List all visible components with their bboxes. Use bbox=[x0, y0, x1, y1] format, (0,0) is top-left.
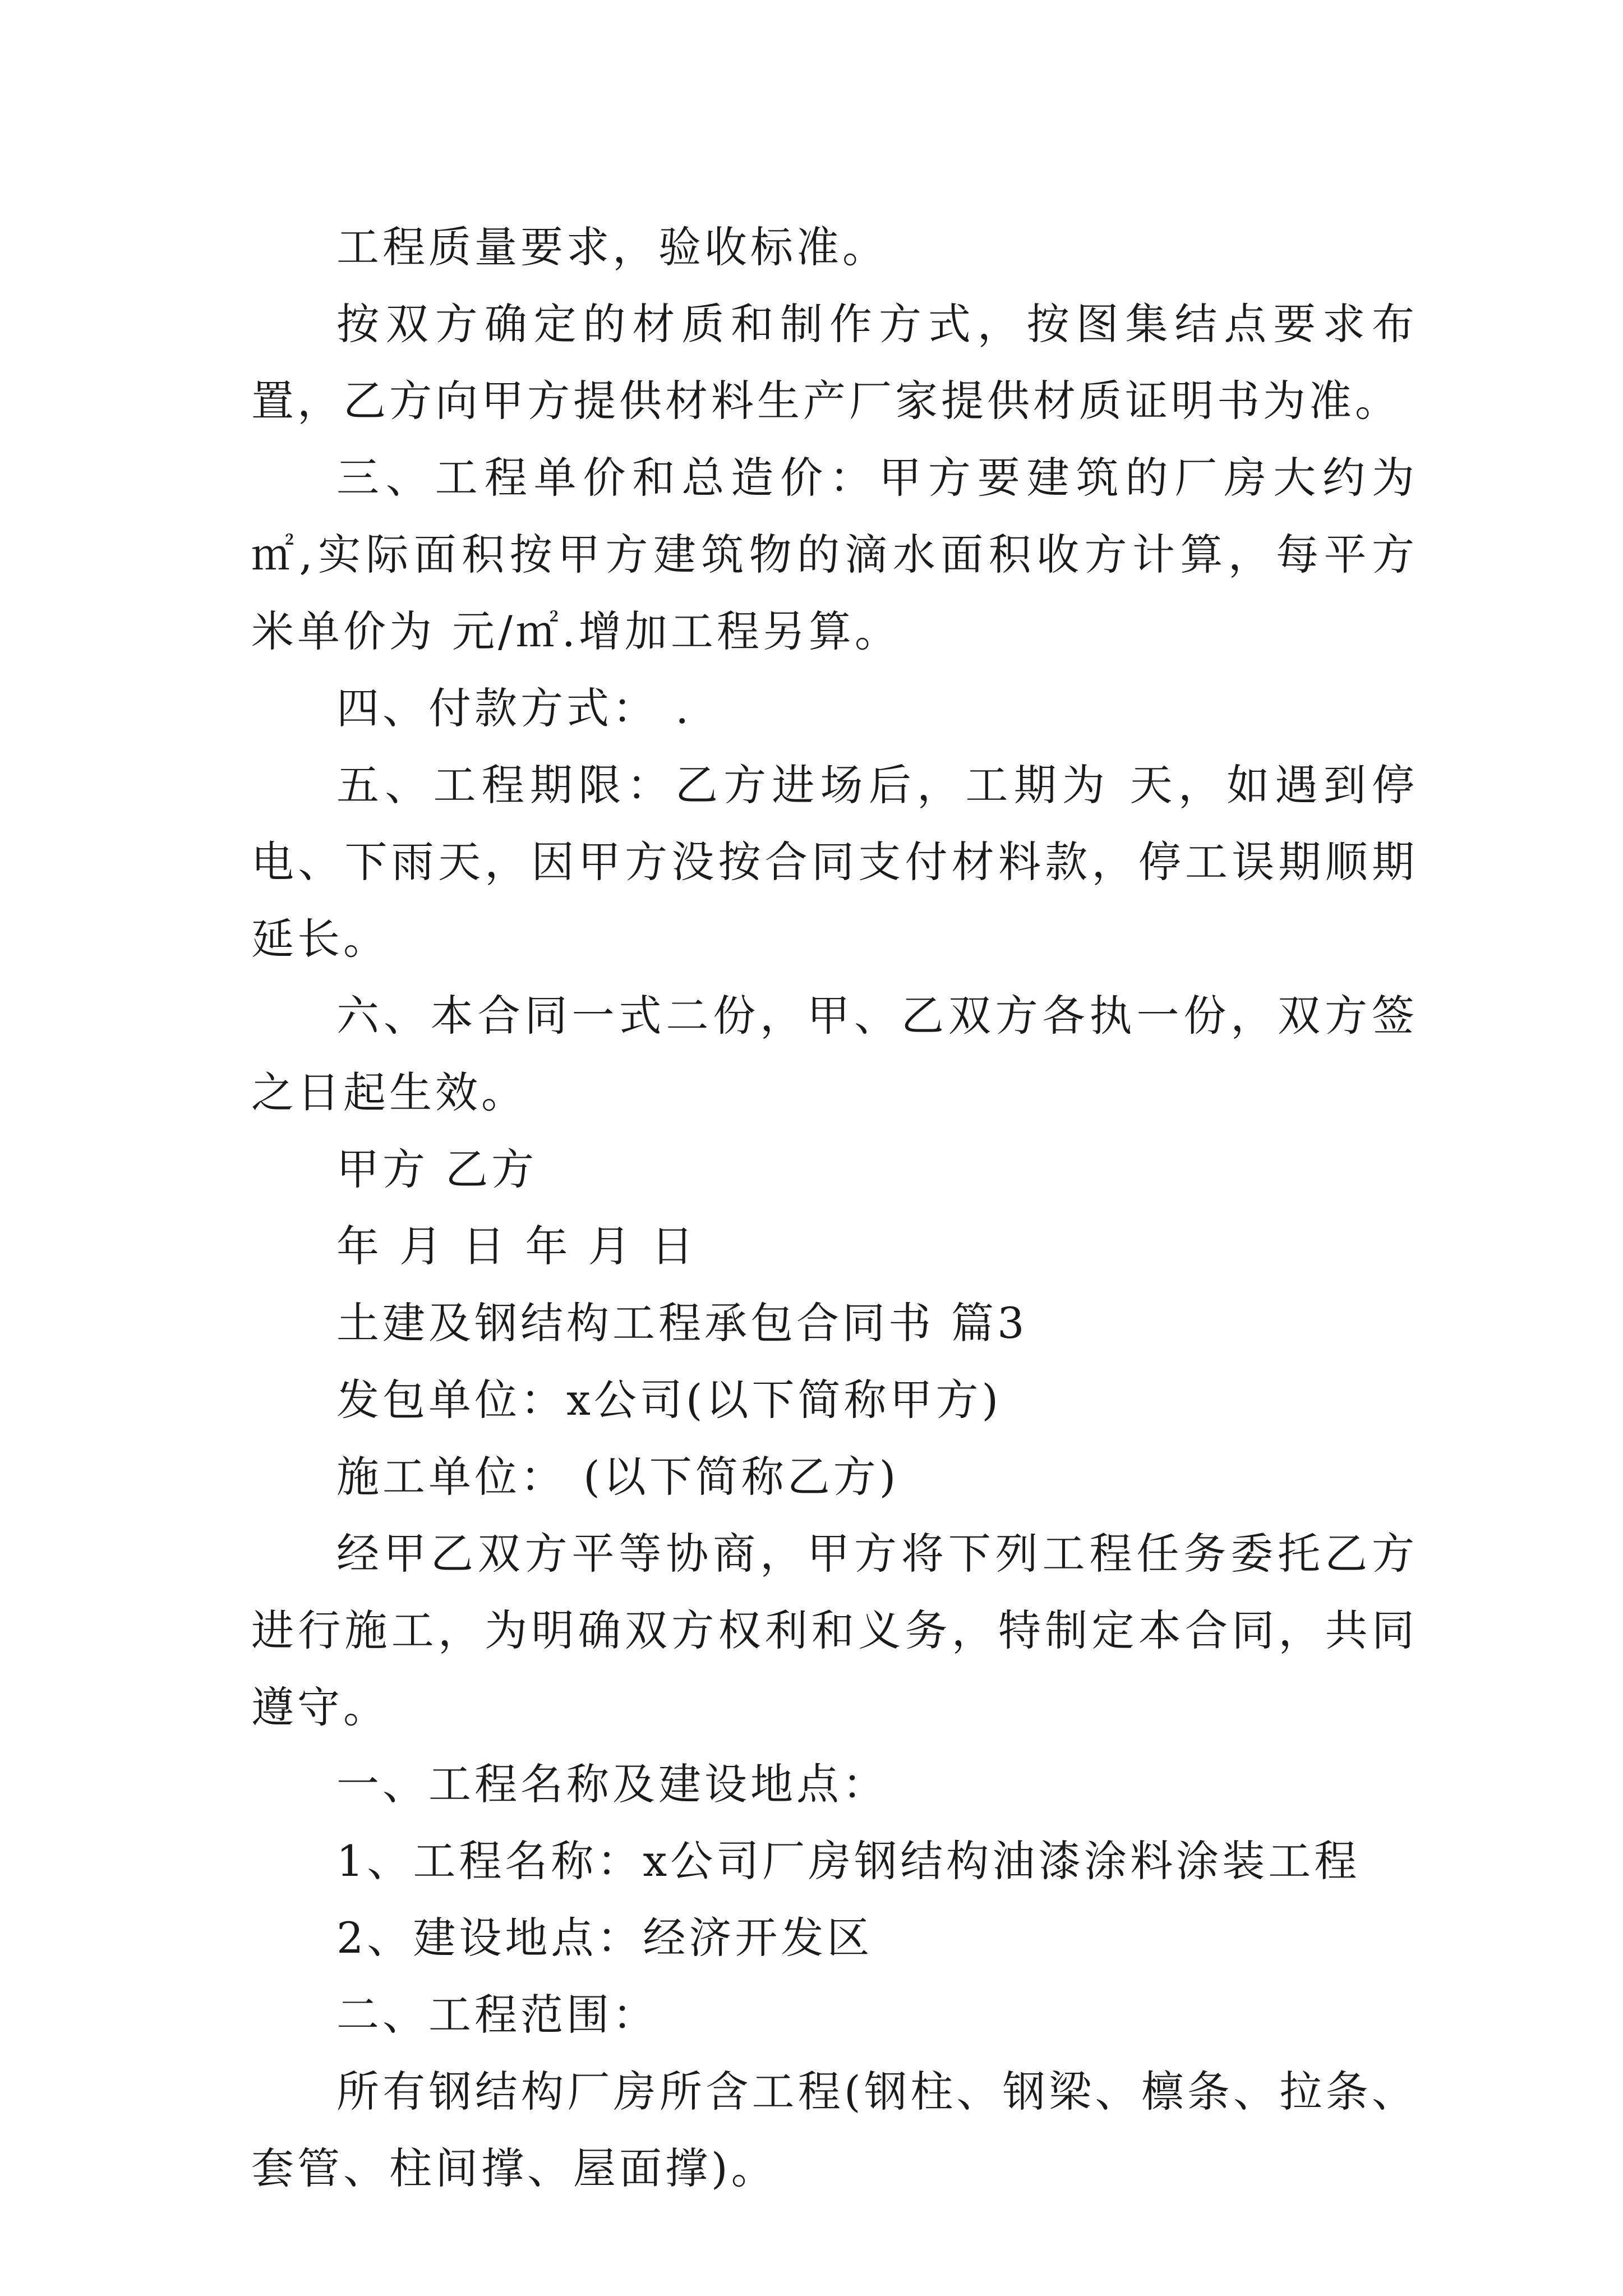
paragraph-project-heading: 一、工程名称及建设地点： bbox=[336, 1759, 888, 1809]
paragraph-materials: 按双方确定的材质和制作方式，按图集结点要求布置，乙方向甲方提供材料生产厂家提供材质证明书为准。 bbox=[251, 299, 1418, 426]
paragraph-project-name: 1、工程名称：x公司厂房钢结构油漆涂料涂装工程 bbox=[336, 1836, 1361, 1886]
section-title: 土建及钢结构工程承包合同书 篇3 bbox=[336, 1298, 1028, 1348]
paragraph-unit-price: 三、工程单价和总造价：甲方要建筑的厂房大约为 ㎡,实际面积按甲方建筑物的滴水面积收方计算，每平方米单价为 元/㎡.增加工程另算。 bbox=[251, 453, 1418, 656]
paragraph-quality: 工程质量要求，验收标准。 bbox=[336, 222, 888, 272]
paragraph-scope-heading: 二、工程范围： bbox=[336, 1990, 658, 2040]
document-body bbox=[251, 209, 1418, 2207]
paragraph-agreement: 经甲乙双方平等协商，甲方将下列工程任务委托乙方进行施工，为明确双方权利和义务，特制定本合同，共同遵守。 bbox=[251, 1529, 1418, 1732]
paragraph-contractor: 施工单位： (以下简称乙方) bbox=[336, 1452, 900, 1502]
paragraph-client: 发包单位：x公司(以下简称甲方) bbox=[336, 1375, 1002, 1425]
paragraph-parties: 甲方 乙方 bbox=[336, 1144, 538, 1194]
paragraph-copies: 六、本合同一式二份，甲、乙双方各执一份，双方签之日起生效。 bbox=[251, 991, 1418, 1117]
paragraph-dates: 年 月 日 年 月 日 bbox=[336, 1221, 697, 1271]
paragraph-scope: 所有钢结构厂房所含工程(钢柱、钢梁、檩条、拉条、套管、柱间撑、屋面撑)。 bbox=[251, 2067, 1418, 2193]
paragraph-payment: 四、付款方式： . bbox=[336, 683, 693, 733]
paragraph-project-location: 2、建设地点：经济开发区 bbox=[336, 1913, 873, 1963]
paragraph-duration: 五、工程期限：乙方进场后，工期为 天，如遇到停电、下雨天，因甲方没按合同支付材料款，停工误期顺期延长。 bbox=[251, 760, 1418, 964]
